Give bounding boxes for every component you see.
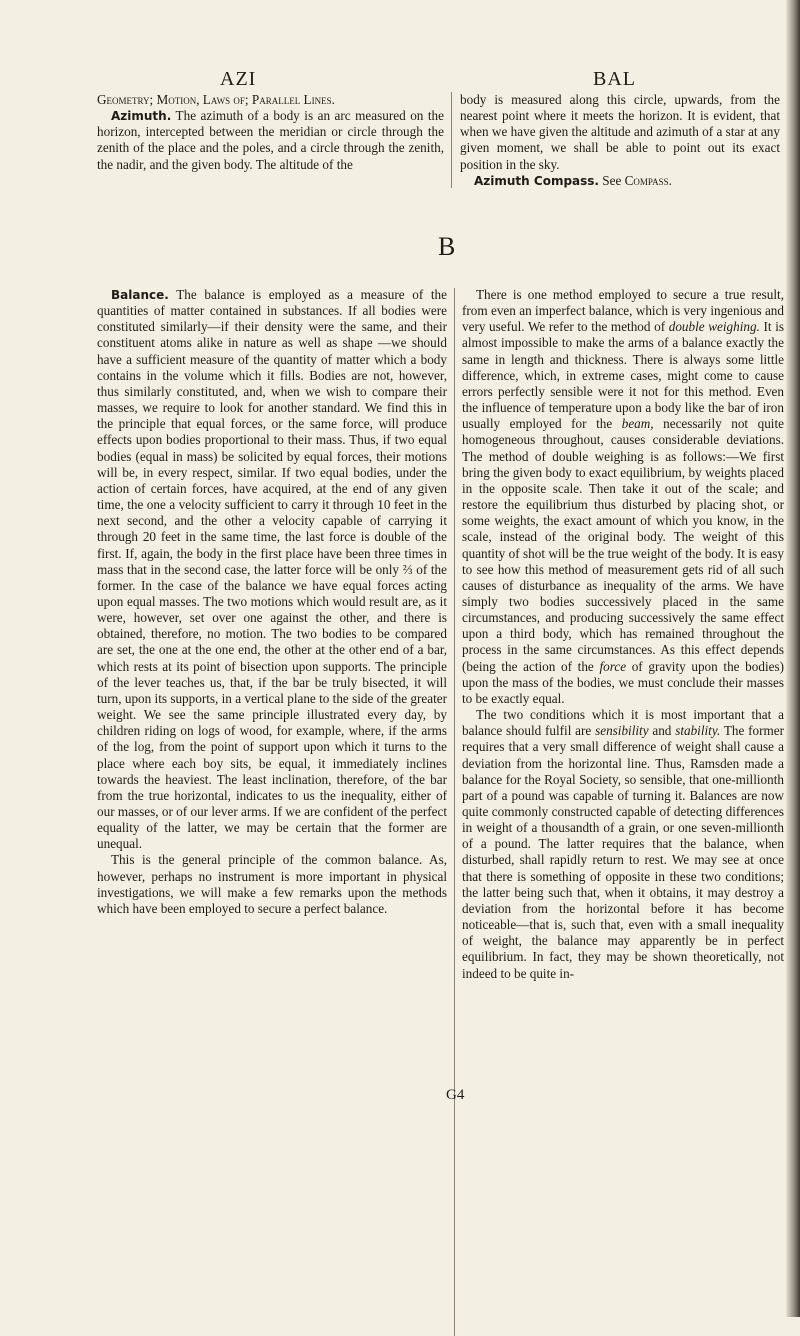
column-rule-top [451,92,452,188]
entry-text: The azimuth of a body is an arc measured on the horizon, intercepted between the meridian or circle through the zenith of the place and the poles, and a circle through the zenith, the nadir, and the given body. The altitude of the [97,108,444,172]
paragraph-text: It is almost impossible to make the arms of a balance exactly the same in length and thickness. There is always some little difference, which, in extreme cases, might come to cause errors perfectly sensible were it not for this method. Even the influence of temperature upon a body like the bar of iron usually employed for the [462,319,784,432]
paragraph-text: necessarily not quite homogeneous throughout, causes considerable deviations. The method of double weighing is as follows:—We first bring the given body to exact equilibrium, by weights placed in the opposite scale. Then take it out of the scale; and restore the equilibrium thus disturbed by placing shot, or some weights, the exact amount of which you know, in the scale, instead of the original body. The weight of this quantity of shot will be the true weight of the body. It is easy to see how this method of measurement gets rid of all such causes of disturbance as inequality of the arms. We have simply two bodies successively placed in the same circumstances, and producing successively the same effect upon a third body, which has remained throughout the process in the same circumstances. As this effect depends (being the action of the [462,416,784,674]
cross-reference-line [97,92,444,108]
azimuth-continued: body is measured along this circle, upwards, from the nearest point where it meets the horizon. It is evident, that when we have given the altitude and azimuth of a star at any given moment, we shall be able to point out its exact position in the sky. [460,92,780,172]
fraction: ⅔ [402,561,413,577]
see-text: See [598,172,625,188]
paragraph-text: of the former. In the case of the balance we have equal forces acting upon equal masses. The two motions which would result are, as it were, however, set over one against the other, and there is obtained, therefore, no motion. The two bodies to be compared are set, the one at the one end, the other at the other end of a bar, which rests at its point of bisection upon supports. The principle of the lever teaches us, that, if the bar be truly bisected, it will turn, upon its supports, in a vertical plane to the side of the greater weight. We see the same principle illustrated every day, by children riding on logs of wood, for example, where, if the arms of the log, from the point of support upon which it turns to the place where each boy sits, be equal, it immediately inclines towards the heaviest. The least inclination, therefore, of the bar from the true horizontal, indicates to us the inequality, either of our masses, or of our lever arms. If we are confident of the perfect equality of the latter, we may be certain that the former are unequal. [97,561,447,852]
emphasis: double weighing. [668,319,760,335]
top-left-column [97,92,444,173]
cross-reference-text: Geometry; Motion, Laws of; Parallel Lines. [97,92,335,107]
page-edge-shadow [786,0,800,1317]
page-number: G4 [446,1087,465,1103]
emphasis: stability. [675,723,721,739]
right-column [462,287,784,982]
paragraph-text: and [648,723,676,739]
paragraph: This is the general principle of the common balance. As, however, perhaps no instrument is more important in physical investigations, we will make a few remarks upon the methods which have been employed to secure a perfect balance. [97,852,447,916]
paragraph-text: The two conditions which it is most important that a balance should fulfil are [462,707,784,739]
entry-headword: Azimuth Compass. [474,173,599,188]
emphasis: force [599,658,627,674]
entry-headword: Balance. [111,288,169,302]
balance-entry [97,287,447,852]
top-right-column [460,92,780,189]
paragraph-text: of gravity upon the bodies) upon the mass of the bodies, we must conclude their masses to be exactly equal. [462,658,784,706]
section-letter: B [438,232,456,261]
paragraph-text: There is one method employed to secure a true result, from even an imperfect balance, which is very ingenious and very useful. We refer to the method of [462,287,784,335]
cross-reference: Compass. [624,172,672,188]
paragraph-text: The balance is employed as a measure of the quantities of matter contained in substances. If all bodies were constituted similarly—if their density were the same, and their constituent atoms alike in nature as well as shape —we should have a sufficient measure of the quantity of matter which a body contains in the volume which it fills. Bodies are not, however, thus similarly constituted, and, when we wish to compare their masses, we require to look for another standard. We find this in the principle that equal forces, or the same force, will produce effects upon bodies proportional to their mass. Thus, if two equal bodies (equal in mass) be solicited by equal forces, their motions will be, in every respect, similar. If two equal bodies, under the action of certain forces, have acquired, at the end of any given time, the one a velocity sufficient to carry it through 10 feet in the next second, and the other a velocity capable of carrying it through 20 feet in the same time, the last force is double of the first. If, again, the body in the first place have been three times in mass that in the second case, the latter force will be only [97,287,447,577]
paragraph [462,287,784,707]
running-head-left: AZI [220,68,257,90]
left-column [97,287,447,917]
emphasis: sensibility [595,723,649,739]
emphasis: beam, [621,416,654,432]
paragraph-text: The former requires that a very small difference of weight shall cause a deviation from the horizontal line. Thus, Ramsden made a balance for the Royal Society, so sensible, that one-millionth part of a pound was capable of turning it. Balances are now quite commonly constructed capable of detecting differences in weight of a thousandth of a grain, or one seven-millionth of a pound. The latter requires that the balance, when disturbed, shall rapidly return to rest. We may see at once that there is something of opposite in these two conditions; the latter being such that, when it obtains, it may destroy a deviation from the horizontal before it has become noticeable—that is, such that, even with a small inequality of weight, the balance may apparently be in perfect equilibrium. In fact, they may be shown theoretically, not indeed to be quite in- [462,723,784,981]
azimuth-compass-entry [460,173,780,189]
azimuth-entry [97,108,444,173]
paragraph [462,707,784,982]
running-head-right: BAL [593,68,636,90]
column-rule-body [454,288,455,1336]
entry-headword: Azimuth. [111,109,172,124]
